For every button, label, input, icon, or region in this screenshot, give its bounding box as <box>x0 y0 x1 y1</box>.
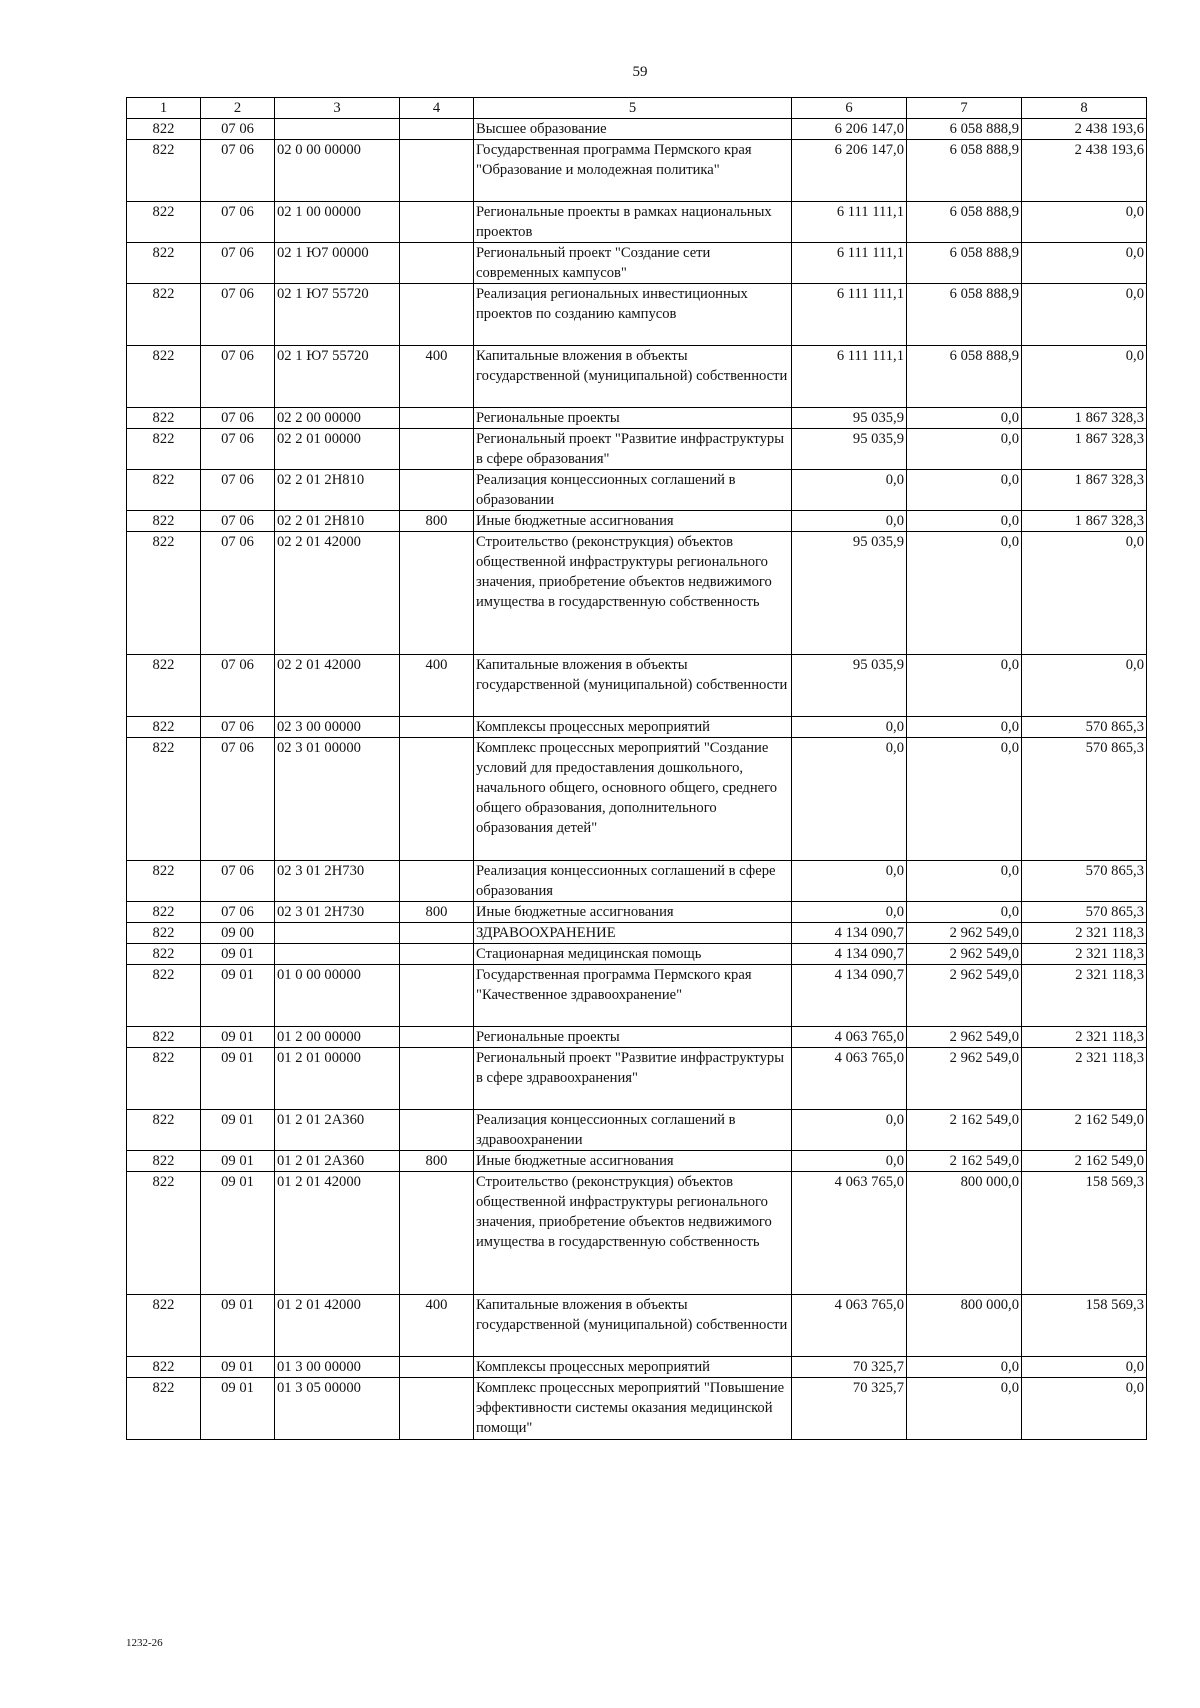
description-cell: Региональный проект "Развитие инфраструктуры в сфере образования" <box>474 429 792 470</box>
col-4-cell: 800 <box>400 902 474 923</box>
col-2-cell: 09 01 <box>201 1172 275 1295</box>
amount-col-6-cell: 70 325,7 <box>792 1378 907 1440</box>
col-3-cell: 01 2 01 42000 <box>275 1295 400 1357</box>
description-cell: Реализация концессионных соглашений в образовании <box>474 470 792 511</box>
table-row <box>127 284 1147 346</box>
amount-col-6-cell: 0,0 <box>792 470 907 511</box>
col-2-cell: 07 06 <box>201 470 275 511</box>
table-row <box>127 902 1147 923</box>
amount-col-6-cell: 4 063 765,0 <box>792 1027 907 1048</box>
page-number: 59 <box>632 64 648 80</box>
col-2-cell: 07 06 <box>201 408 275 429</box>
col-1-cell: 822 <box>127 1378 201 1440</box>
amount-col-7-cell: 2 962 549,0 <box>907 1027 1022 1048</box>
amount-col-8-cell: 570 865,3 <box>1022 861 1147 902</box>
footer-document-code: 1232-26 <box>126 1637 163 1649</box>
amount-col-6-cell: 6 111 111,1 <box>792 202 907 243</box>
description-cell: Государственная программа Пермского края "Образование и молодежная политика" <box>474 140 792 202</box>
table-header-row <box>127 98 1147 119</box>
col-2-cell: 09 01 <box>201 1048 275 1110</box>
table-row <box>127 470 1147 511</box>
col-4-cell <box>400 119 474 140</box>
amount-col-6-cell: 70 325,7 <box>792 1357 907 1378</box>
col-1-cell: 822 <box>127 655 201 717</box>
amount-col-7-cell: 6 058 888,9 <box>907 119 1022 140</box>
amount-col-7-cell: 0,0 <box>907 738 1022 861</box>
col-4-cell <box>400 532 474 655</box>
col-1-cell: 822 <box>127 140 201 202</box>
table-row <box>127 944 1147 965</box>
amount-col-8-cell: 2 321 118,3 <box>1022 965 1147 1027</box>
amount-col-6-cell: 6 111 111,1 <box>792 346 907 408</box>
col-3-cell: 02 3 01 2Н730 <box>275 861 400 902</box>
col-3-cell: 02 3 01 2Н730 <box>275 902 400 923</box>
col-1-cell: 822 <box>127 902 201 923</box>
col-3-cell: 02 2 00 00000 <box>275 408 400 429</box>
amount-col-6-cell: 95 035,9 <box>792 532 907 655</box>
col-2-cell: 09 01 <box>201 1151 275 1172</box>
amount-col-8-cell: 2 321 118,3 <box>1022 1027 1147 1048</box>
description-cell: Комплексы процессных мероприятий <box>474 717 792 738</box>
amount-col-8-cell: 2 162 549,0 <box>1022 1151 1147 1172</box>
amount-col-6-cell: 0,0 <box>792 861 907 902</box>
table-row <box>127 243 1147 284</box>
col-2-cell: 07 06 <box>201 511 275 532</box>
col-3-cell: 02 1 Ю7 55720 <box>275 284 400 346</box>
col-1-cell: 822 <box>127 738 201 861</box>
description-cell: Реализация концессионных соглашений в здравоохранении <box>474 1110 792 1151</box>
col-2-cell: 09 01 <box>201 1378 275 1440</box>
amount-col-8-cell: 0,0 <box>1022 346 1147 408</box>
amount-col-8-cell: 570 865,3 <box>1022 717 1147 738</box>
col-4-cell <box>400 1172 474 1295</box>
table-row <box>127 140 1147 202</box>
amount-col-8-cell: 0,0 <box>1022 202 1147 243</box>
col-1-cell: 822 <box>127 923 201 944</box>
description-cell: Комплекс процессных мероприятий "Повышение эффективности системы оказания медицинской помощи" <box>474 1378 792 1440</box>
amount-col-7-cell: 6 058 888,9 <box>907 243 1022 284</box>
col-2-cell: 09 01 <box>201 1027 275 1048</box>
col-3-cell: 01 2 01 2А360 <box>275 1151 400 1172</box>
amount-col-8-cell: 570 865,3 <box>1022 738 1147 861</box>
col-2-cell: 07 06 <box>201 284 275 346</box>
col-1-cell: 822 <box>127 429 201 470</box>
col-1-cell: 822 <box>127 511 201 532</box>
col-1-cell: 822 <box>127 1048 201 1110</box>
col-1-cell: 822 <box>127 470 201 511</box>
col-3-cell: 02 2 01 42000 <box>275 532 400 655</box>
col-2-cell: 09 01 <box>201 1110 275 1151</box>
col-1-cell: 822 <box>127 1295 201 1357</box>
col-1-cell: 822 <box>127 717 201 738</box>
col-4-cell <box>400 1110 474 1151</box>
column-header: 8 <box>1022 98 1147 119</box>
amount-col-7-cell: 6 058 888,9 <box>907 346 1022 408</box>
col-1-cell: 822 <box>127 1151 201 1172</box>
amount-col-7-cell: 0,0 <box>907 1378 1022 1440</box>
col-2-cell: 07 06 <box>201 346 275 408</box>
table-row <box>127 1027 1147 1048</box>
table-row <box>127 717 1147 738</box>
col-4-cell <box>400 965 474 1027</box>
table-row <box>127 408 1147 429</box>
amount-col-6-cell: 6 206 147,0 <box>792 140 907 202</box>
col-3-cell: 01 0 00 00000 <box>275 965 400 1027</box>
amount-col-7-cell: 0,0 <box>907 717 1022 738</box>
description-cell: Стационарная медицинская помощь <box>474 944 792 965</box>
amount-col-8-cell: 2 438 193,6 <box>1022 140 1147 202</box>
column-header: 1 <box>127 98 201 119</box>
col-1-cell: 822 <box>127 202 201 243</box>
description-cell: Строительство (реконструкция) объектов общественной инфраструктуры регионального значения, приобретение объектов недвижимого имущества в государственную собственность <box>474 532 792 655</box>
amount-col-8-cell: 2 438 193,6 <box>1022 119 1147 140</box>
amount-col-6-cell: 4 134 090,7 <box>792 923 907 944</box>
col-3-cell: 02 2 01 42000 <box>275 655 400 717</box>
amount-col-6-cell: 6 206 147,0 <box>792 119 907 140</box>
description-cell: Строительство (реконструкция) объектов общественной инфраструктуры регионального значения, приобретение объектов недвижимого имущества в государственную собственность <box>474 1172 792 1295</box>
amount-col-8-cell: 158 569,3 <box>1022 1295 1147 1357</box>
amount-col-6-cell: 95 035,9 <box>792 408 907 429</box>
amount-col-8-cell: 0,0 <box>1022 1357 1147 1378</box>
table-row <box>127 1110 1147 1151</box>
amount-col-6-cell: 95 035,9 <box>792 655 907 717</box>
description-cell: Региональный проект "Развитие инфраструктуры в сфере здравоохранения" <box>474 1048 792 1110</box>
description-cell: Государственная программа Пермского края "Качественное здравоохранение" <box>474 965 792 1027</box>
col-4-cell <box>400 202 474 243</box>
col-4-cell <box>400 738 474 861</box>
amount-col-7-cell: 0,0 <box>907 861 1022 902</box>
amount-col-6-cell: 4 063 765,0 <box>792 1048 907 1110</box>
col-1-cell: 822 <box>127 532 201 655</box>
description-cell: ЗДРАВООХРАНЕНИЕ <box>474 923 792 944</box>
col-3-cell <box>275 944 400 965</box>
col-2-cell: 07 06 <box>201 655 275 717</box>
amount-col-7-cell: 0,0 <box>907 408 1022 429</box>
amount-col-6-cell: 4 063 765,0 <box>792 1295 907 1357</box>
col-2-cell: 07 06 <box>201 202 275 243</box>
description-cell: Иные бюджетные ассигнования <box>474 902 792 923</box>
amount-col-8-cell: 0,0 <box>1022 243 1147 284</box>
col-2-cell: 07 06 <box>201 243 275 284</box>
col-4-cell <box>400 429 474 470</box>
amount-col-7-cell: 6 058 888,9 <box>907 284 1022 346</box>
col-1-cell: 822 <box>127 1110 201 1151</box>
col-1-cell: 822 <box>127 408 201 429</box>
budget-table <box>126 97 1147 1440</box>
col-2-cell: 07 06 <box>201 902 275 923</box>
col-4-cell <box>400 944 474 965</box>
description-cell: Иные бюджетные ассигнования <box>474 511 792 532</box>
amount-col-8-cell: 1 867 328,3 <box>1022 470 1147 511</box>
col-3-cell: 01 2 01 00000 <box>275 1048 400 1110</box>
amount-col-7-cell: 800 000,0 <box>907 1295 1022 1357</box>
amount-col-6-cell: 6 111 111,1 <box>792 284 907 346</box>
col-4-cell <box>400 923 474 944</box>
col-4-cell <box>400 1378 474 1440</box>
description-cell: Капитальные вложения в объекты государственной (муниципальной) собственности <box>474 346 792 408</box>
col-4-cell: 400 <box>400 655 474 717</box>
col-4-cell <box>400 408 474 429</box>
amount-col-7-cell: 0,0 <box>907 1357 1022 1378</box>
col-2-cell: 07 06 <box>201 532 275 655</box>
col-2-cell: 09 01 <box>201 944 275 965</box>
column-header: 3 <box>275 98 400 119</box>
col-3-cell: 02 0 00 00000 <box>275 140 400 202</box>
col-4-cell <box>400 717 474 738</box>
col-1-cell: 822 <box>127 346 201 408</box>
description-cell: Иные бюджетные ассигнования <box>474 1151 792 1172</box>
col-4-cell: 400 <box>400 346 474 408</box>
col-3-cell <box>275 923 400 944</box>
col-3-cell: 01 2 01 2А360 <box>275 1110 400 1151</box>
col-4-cell <box>400 140 474 202</box>
col-2-cell: 09 01 <box>201 965 275 1027</box>
col-1-cell: 822 <box>127 861 201 902</box>
col-1-cell: 822 <box>127 944 201 965</box>
col-1-cell: 822 <box>127 243 201 284</box>
col-2-cell: 09 00 <box>201 923 275 944</box>
col-3-cell: 02 1 Ю7 00000 <box>275 243 400 284</box>
table-row <box>127 923 1147 944</box>
col-3-cell: 01 2 00 00000 <box>275 1027 400 1048</box>
description-cell: Реализация концессионных соглашений в сфере образования <box>474 861 792 902</box>
col-4-cell <box>400 861 474 902</box>
amount-col-6-cell: 0,0 <box>792 1151 907 1172</box>
amount-col-8-cell: 0,0 <box>1022 655 1147 717</box>
amount-col-7-cell: 2 962 549,0 <box>907 965 1022 1027</box>
table-row <box>127 1378 1147 1440</box>
table-row <box>127 1048 1147 1110</box>
description-cell: Региональные проекты в рамках национальных проектов <box>474 202 792 243</box>
col-2-cell: 07 06 <box>201 738 275 861</box>
amount-col-6-cell: 4 134 090,7 <box>792 965 907 1027</box>
col-2-cell: 07 06 <box>201 119 275 140</box>
amount-col-7-cell: 0,0 <box>907 655 1022 717</box>
amount-col-7-cell: 800 000,0 <box>907 1172 1022 1295</box>
table-row <box>127 119 1147 140</box>
amount-col-7-cell: 0,0 <box>907 902 1022 923</box>
col-1-cell: 822 <box>127 1027 201 1048</box>
amount-col-8-cell: 1 867 328,3 <box>1022 429 1147 470</box>
col-3-cell: 01 3 05 00000 <box>275 1378 400 1440</box>
col-4-cell <box>400 284 474 346</box>
amount-col-7-cell: 0,0 <box>907 532 1022 655</box>
amount-col-7-cell: 2 962 549,0 <box>907 1048 1022 1110</box>
description-cell: Высшее образование <box>474 119 792 140</box>
amount-col-6-cell: 0,0 <box>792 738 907 861</box>
amount-col-6-cell: 0,0 <box>792 1110 907 1151</box>
amount-col-8-cell: 158 569,3 <box>1022 1172 1147 1295</box>
amount-col-6-cell: 0,0 <box>792 902 907 923</box>
table-row <box>127 511 1147 532</box>
amount-col-8-cell: 2 321 118,3 <box>1022 1048 1147 1110</box>
col-3-cell: 02 2 01 2Н810 <box>275 470 400 511</box>
column-header: 4 <box>400 98 474 119</box>
amount-col-7-cell: 2 962 549,0 <box>907 944 1022 965</box>
amount-col-6-cell: 0,0 <box>792 717 907 738</box>
amount-col-8-cell: 1 867 328,3 <box>1022 511 1147 532</box>
description-cell: Реализация региональных инвестиционных проектов по созданию кампусов <box>474 284 792 346</box>
amount-col-8-cell: 570 865,3 <box>1022 902 1147 923</box>
col-1-cell: 822 <box>127 965 201 1027</box>
col-4-cell <box>400 470 474 511</box>
amount-col-8-cell: 2 321 118,3 <box>1022 923 1147 944</box>
col-3-cell: 02 3 01 00000 <box>275 738 400 861</box>
amount-col-7-cell: 2 962 549,0 <box>907 923 1022 944</box>
table-row <box>127 655 1147 717</box>
amount-col-7-cell: 6 058 888,9 <box>907 140 1022 202</box>
col-4-cell <box>400 1027 474 1048</box>
col-2-cell: 07 06 <box>201 429 275 470</box>
col-3-cell: 02 1 00 00000 <box>275 202 400 243</box>
col-4-cell: 800 <box>400 511 474 532</box>
col-2-cell: 09 01 <box>201 1295 275 1357</box>
table-body <box>127 119 1147 1440</box>
amount-col-8-cell: 2 162 549,0 <box>1022 1110 1147 1151</box>
col-4-cell: 400 <box>400 1295 474 1357</box>
col-3-cell: 01 3 00 00000 <box>275 1357 400 1378</box>
table-row <box>127 1295 1147 1357</box>
col-1-cell: 822 <box>127 1357 201 1378</box>
col-3-cell: 02 1 Ю7 55720 <box>275 346 400 408</box>
table-row <box>127 1357 1147 1378</box>
amount-col-8-cell: 0,0 <box>1022 284 1147 346</box>
col-4-cell <box>400 1357 474 1378</box>
amount-col-6-cell: 95 035,9 <box>792 429 907 470</box>
amount-col-7-cell: 2 162 549,0 <box>907 1110 1022 1151</box>
amount-col-6-cell: 6 111 111,1 <box>792 243 907 284</box>
amount-col-7-cell: 2 162 549,0 <box>907 1151 1022 1172</box>
col-3-cell: 01 2 01 42000 <box>275 1172 400 1295</box>
table-row <box>127 532 1147 655</box>
amount-col-7-cell: 6 058 888,9 <box>907 202 1022 243</box>
col-2-cell: 07 06 <box>201 140 275 202</box>
table-row <box>127 1172 1147 1295</box>
description-cell: Капитальные вложения в объекты государственной (муниципальной) собственности <box>474 655 792 717</box>
description-cell: Региональный проект "Создание сети современных кампусов" <box>474 243 792 284</box>
amount-col-7-cell: 0,0 <box>907 511 1022 532</box>
column-header: 6 <box>792 98 907 119</box>
description-cell: Региональные проекты <box>474 1027 792 1048</box>
table-row <box>127 861 1147 902</box>
table-row <box>127 738 1147 861</box>
table-row <box>127 429 1147 470</box>
col-4-cell <box>400 1048 474 1110</box>
amount-col-6-cell: 4 063 765,0 <box>792 1172 907 1295</box>
description-cell: Комплексы процессных мероприятий <box>474 1357 792 1378</box>
amount-col-8-cell: 1 867 328,3 <box>1022 408 1147 429</box>
amount-col-6-cell: 0,0 <box>792 511 907 532</box>
col-2-cell: 07 06 <box>201 861 275 902</box>
col-3-cell: 02 2 01 2Н810 <box>275 511 400 532</box>
column-header: 2 <box>201 98 275 119</box>
col-3-cell: 02 3 00 00000 <box>275 717 400 738</box>
column-header: 5 <box>474 98 792 119</box>
col-2-cell: 09 01 <box>201 1357 275 1378</box>
amount-col-8-cell: 0,0 <box>1022 532 1147 655</box>
description-cell: Капитальные вложения в объекты государственной (муниципальной) собственности <box>474 1295 792 1357</box>
col-2-cell: 07 06 <box>201 717 275 738</box>
table-row <box>127 202 1147 243</box>
col-1-cell: 822 <box>127 284 201 346</box>
col-3-cell <box>275 119 400 140</box>
table-row <box>127 346 1147 408</box>
amount-col-6-cell: 4 134 090,7 <box>792 944 907 965</box>
col-1-cell: 822 <box>127 1172 201 1295</box>
description-cell: Региональные проекты <box>474 408 792 429</box>
description-cell: Комплекс процессных мероприятий "Создание условий для предоставления дошкольного, начального общего, основного общего, среднего общего образования, дополнительного образования детей" <box>474 738 792 861</box>
table-row <box>127 1151 1147 1172</box>
col-3-cell: 02 2 01 00000 <box>275 429 400 470</box>
amount-col-7-cell: 0,0 <box>907 429 1022 470</box>
amount-col-8-cell: 2 321 118,3 <box>1022 944 1147 965</box>
amount-col-8-cell: 0,0 <box>1022 1378 1147 1440</box>
col-4-cell: 800 <box>400 1151 474 1172</box>
column-header: 7 <box>907 98 1022 119</box>
col-1-cell: 822 <box>127 119 201 140</box>
amount-col-7-cell: 0,0 <box>907 470 1022 511</box>
table-row <box>127 965 1147 1027</box>
col-4-cell <box>400 243 474 284</box>
